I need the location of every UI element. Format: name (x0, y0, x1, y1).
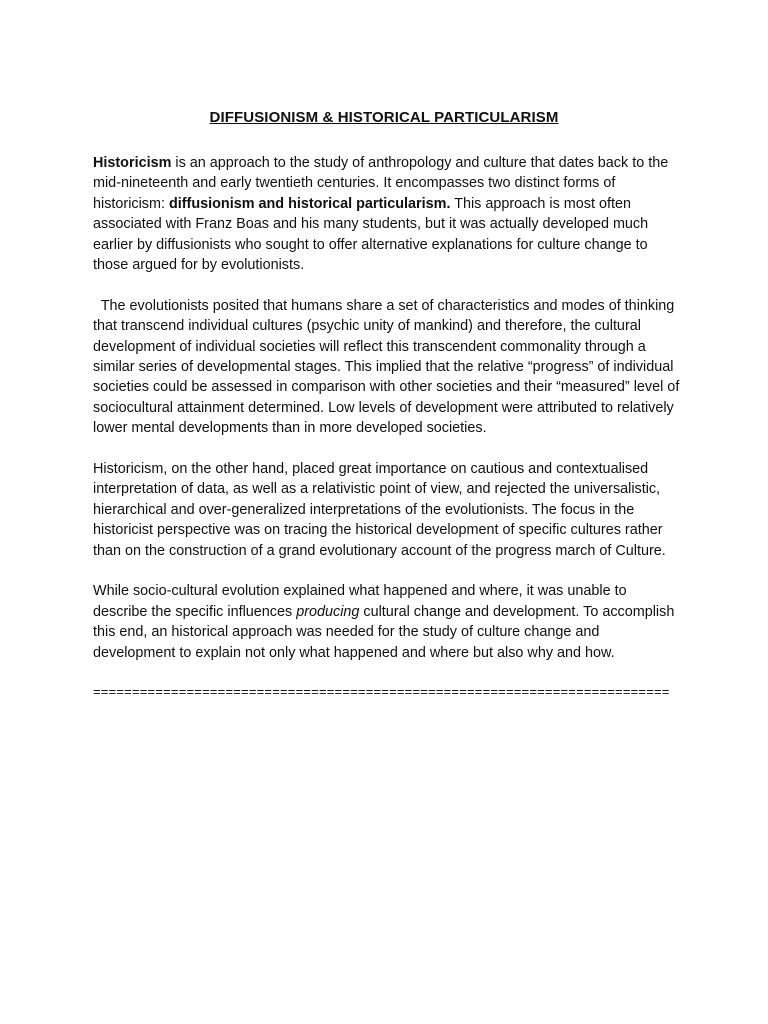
text-segment: cultural change and development. To accomplish this end, an historical approach was needed for the study of culture change and development to explain not only what happened and where but also why and how. (93, 603, 675, 661)
text-segment: This approach is most often associated with Franz Boas and his many students, but it was actually developed much earlier by diffusionists who sought to offer alternative explanations for culture change to those argued for by evolutionists. (93, 195, 649, 274)
text-segment: is an approach to the study of anthropology and culture that dates back to the mid-nineteenth and early twentieth centuries. It encompasses two distinct forms of historicism: (93, 155, 669, 212)
text-segment: producing (296, 603, 360, 620)
text-segment: Historicism (93, 155, 172, 171)
separator-line: ========================================================================== (93, 683, 670, 699)
paragraph-3 (93, 459, 683, 561)
text-segment: Historicism, on the other hand, placed great importance on cautious and contextualised interpretation of data, as well as a relativistic point of view, and rejected the universalistic, hierarchical and over-generalized interpretations of the evolutionists. The focus in the historicist perspective was on tracing the historical development of specific cultures rather than on the construction of a grand evolutionary account of the progress march of Culture. (93, 461, 666, 559)
text-segment: While socio-cultural evolution explained what happened and where, it was unable to describe the specific influences (93, 583, 627, 620)
paragraph-2 (93, 296, 683, 439)
paragraph-1 (93, 153, 683, 275)
document-body (93, 153, 683, 700)
text-segment: diffusionism and historical particularism. (168, 195, 451, 212)
text-segment: The evolutionists posited that humans share a set of characteristics and modes of thinking that transcend individual cultures (psychic unity of mankind) and therefore, the cultural development of individual societies will reflect this transcendent commonality through a similar series of developmental stages. This implied that the relative “progress” of individual societies could be assessed in comparison with other societies and their “measured” level of sociocultural attainment determined. Low levels of development were attributed to relatively lower mental developments than in more developed societies. (93, 297, 680, 437)
document-title: DIFFUSIONISM & HISTORICAL PARTICULARISM (209, 109, 559, 126)
paragraph-4 (93, 581, 683, 663)
